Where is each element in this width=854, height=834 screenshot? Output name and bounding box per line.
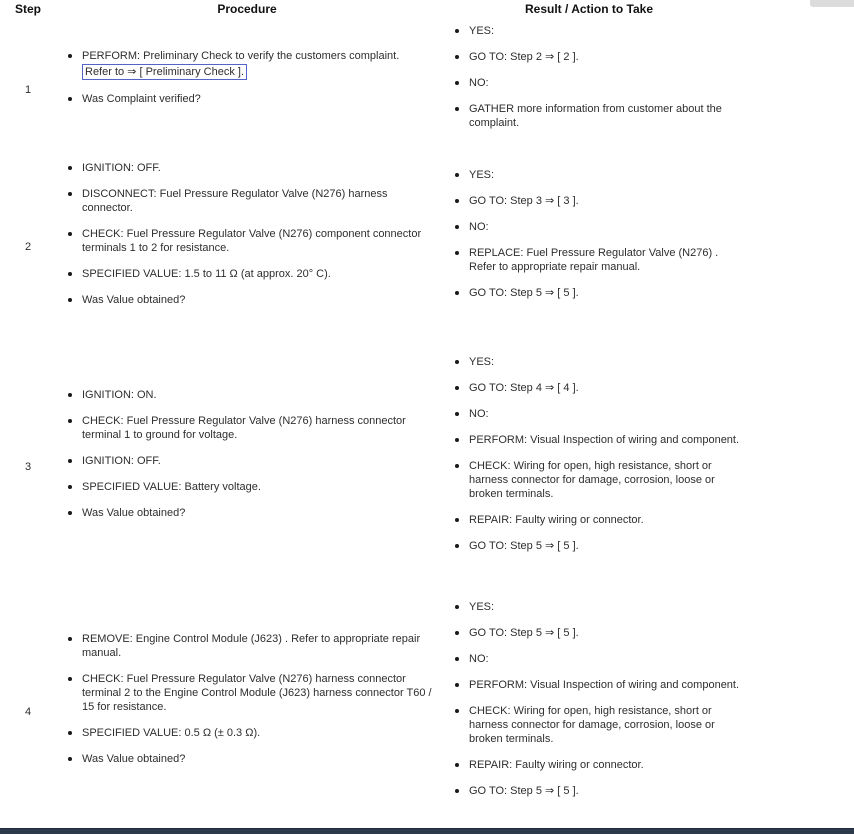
step-number: 2	[24, 241, 32, 253]
goto-step-link[interactable]: GO TO: Step 4 ⇒ [ 4 ].	[469, 381, 579, 394]
procedure-item	[68, 161, 438, 175]
result-item	[455, 220, 740, 234]
result-item	[455, 102, 740, 130]
bullet-icon	[68, 731, 72, 735]
column-header-step: Step	[14, 2, 41, 16]
result-text: CHECK: Wiring for open, high resistance, short or harness connector for damage, corrosion, loose or broken terminals.	[469, 704, 715, 745]
bullet-icon	[68, 192, 72, 196]
goto-step-link[interactable]: GO TO: Step 2 ⇒ [ 2 ].	[469, 51, 579, 63]
bullet-icon	[68, 637, 72, 641]
step-number: 3	[24, 460, 32, 473]
bullet-icon	[455, 412, 459, 416]
result-text: REPLACE: Fuel Pressure Regulator Valve (N276) . Refer to appropriate repair manual.	[469, 247, 719, 273]
result-item	[455, 784, 740, 798]
result-text: NO:	[469, 221, 489, 233]
bullet-icon	[455, 544, 459, 548]
bullet-icon	[455, 29, 459, 33]
result-text: REPAIR: Faulty wiring or connector.	[469, 513, 644, 526]
result-item	[455, 286, 740, 300]
result-text: YES:	[469, 355, 495, 368]
bullet-icon	[68, 419, 72, 423]
result-item	[455, 407, 740, 421]
result-cell	[438, 355, 740, 553]
column-header-procedure: Procedure	[217, 2, 277, 16]
bullet-icon	[455, 438, 459, 442]
procedure-cell	[56, 161, 438, 307]
procedure-item	[68, 632, 438, 660]
bullet-icon	[455, 464, 459, 468]
result-item	[455, 513, 740, 527]
procedure-text: CHECK: Fuel Pressure Regulator Valve (N276) harness connector terminal 2 to the Engine Control Module (J623) harness connector T60 / 15 for resistance.	[82, 672, 432, 713]
procedure-text: Was Value obtained?	[82, 506, 186, 519]
bullet-icon	[455, 107, 459, 111]
bullet-icon	[455, 291, 459, 295]
bullet-icon	[68, 677, 72, 681]
result-text: GATHER more information from customer about the complaint.	[469, 103, 722, 129]
result-item	[455, 626, 740, 640]
bullet-icon	[68, 485, 72, 489]
procedure-text: IGNITION: OFF.	[82, 162, 161, 174]
bullet-icon	[68, 232, 72, 236]
bullet-icon	[455, 518, 459, 522]
procedure-item	[68, 92, 438, 106]
table-row	[0, 138, 740, 330]
result-text: NO:	[469, 652, 489, 665]
procedure-text: CHECK: Fuel Pressure Regulator Valve (N276) component connector terminals 1 to 2 for resistance.	[82, 228, 422, 254]
table-row	[0, 330, 740, 577]
result-item	[455, 652, 740, 666]
bullet-icon	[68, 166, 72, 170]
procedure-cell	[56, 632, 438, 766]
result-item	[455, 459, 740, 501]
scrollbar-fragment[interactable]	[810, 0, 854, 7]
result-text: YES:	[469, 25, 495, 37]
procedure-cell	[56, 49, 438, 106]
procedure-item	[68, 293, 438, 307]
bullet-icon	[455, 763, 459, 767]
bullet-icon	[455, 81, 459, 85]
result-cell	[438, 168, 740, 300]
result-text: YES:	[469, 169, 495, 181]
bullet-icon	[455, 251, 459, 255]
bullet-icon	[455, 360, 459, 364]
procedure-text: Was Value obtained?	[82, 294, 186, 306]
result-item	[455, 600, 740, 614]
procedure-item	[68, 506, 438, 520]
goto-step-link[interactable]: GO TO: Step 3 ⇒ [ 3 ].	[469, 195, 579, 207]
goto-step-link[interactable]: GO TO: Step 5 ⇒ [ 5 ].	[469, 626, 579, 639]
result-item	[455, 704, 740, 746]
procedure-text: SPECIFIED VALUE: 1.5 to 11 Ω (at approx. 20° C).	[82, 268, 331, 280]
bullet-icon	[68, 298, 72, 302]
column-header-result: Result / Action to Take	[524, 2, 653, 16]
procedure-item	[68, 49, 438, 80]
bottom-bar[interactable]	[0, 828, 854, 834]
goto-step-link[interactable]: GO TO: Step 5 ⇒ [ 5 ].	[469, 539, 579, 552]
result-item	[455, 168, 740, 182]
result-text: REPAIR: Faulty wiring or connector.	[469, 758, 644, 771]
step-number: 1	[24, 84, 32, 96]
procedure-text: REMOVE: Engine Control Module (J623) . Refer to appropriate repair manual.	[82, 632, 421, 659]
result-item	[455, 758, 740, 772]
result-item	[455, 76, 740, 90]
procedure-item	[68, 414, 438, 442]
bullet-icon	[68, 54, 72, 58]
procedure-text: Was Value obtained?	[82, 752, 186, 765]
bullet-icon	[455, 605, 459, 609]
result-item	[455, 194, 740, 208]
result-item	[455, 433, 740, 447]
bullet-icon	[455, 789, 459, 793]
result-item	[455, 355, 740, 369]
bullet-icon	[455, 199, 459, 203]
result-text: NO:	[469, 77, 489, 89]
procedure-cell	[56, 388, 438, 520]
result-item	[455, 539, 740, 553]
bullet-icon	[68, 757, 72, 761]
procedure-text: SPECIFIED VALUE: Battery voltage.	[82, 480, 261, 493]
result-text: YES:	[469, 600, 495, 613]
bullet-icon	[68, 511, 72, 515]
bullet-icon	[68, 97, 72, 101]
result-item	[455, 50, 740, 64]
result-text: PERFORM: Visual Inspection of wiring and component.	[469, 678, 740, 691]
bullet-icon	[68, 459, 72, 463]
procedure-item	[68, 752, 438, 766]
bullet-icon	[455, 225, 459, 229]
procedure-item	[68, 267, 438, 281]
procedure-text: IGNITION: OFF.	[82, 454, 161, 467]
bullet-icon	[455, 709, 459, 713]
result-item	[455, 381, 740, 395]
procedure-item	[68, 726, 438, 740]
procedure-item	[68, 672, 438, 714]
step-number: 4	[24, 705, 32, 718]
procedure-text: SPECIFIED VALUE: 0.5 Ω (± 0.3 Ω).	[82, 726, 261, 739]
procedure-item	[68, 480, 438, 494]
bullet-icon	[455, 55, 459, 59]
bullet-icon	[455, 173, 459, 177]
table-row	[0, 16, 740, 138]
procedure-text: Was Complaint verified?	[82, 92, 201, 105]
bullet-icon	[455, 631, 459, 635]
procedure-item	[68, 187, 438, 215]
result-text: CHECK: Wiring for open, high resistance, short or harness connector for damage, corrosion, loose or broken terminals.	[469, 459, 715, 500]
result-text: PERFORM: Visual Inspection of wiring and component.	[469, 433, 740, 446]
result-cell	[438, 24, 740, 130]
preliminary-check-link[interactable]: Refer to ⇒ [ Preliminary Check ].	[82, 64, 247, 80]
bullet-icon	[455, 386, 459, 390]
result-item	[455, 246, 740, 274]
goto-step-link[interactable]: GO TO: Step 5 ⇒ [ 5 ].	[469, 784, 579, 797]
result-cell	[438, 600, 740, 798]
procedure-text: IGNITION: ON.	[82, 388, 157, 401]
bullet-icon	[455, 657, 459, 661]
procedure-text: PERFORM: Preliminary Check to verify the customers complaint.	[82, 49, 400, 62]
table-header	[0, 0, 740, 16]
procedure-item	[68, 454, 438, 468]
bullet-icon	[68, 393, 72, 397]
bullet-icon	[455, 683, 459, 687]
result-item	[455, 24, 740, 38]
procedure-item	[68, 227, 438, 255]
procedure-item	[68, 388, 438, 402]
procedure-text: CHECK: Fuel Pressure Regulator Valve (N276) harness connector terminal 1 to ground for voltage.	[82, 414, 406, 441]
procedure-text: DISCONNECT: Fuel Pressure Regulator Valve (N276) harness connector.	[82, 188, 388, 214]
bullet-icon	[68, 272, 72, 276]
table-row	[0, 577, 740, 820]
result-text: NO:	[469, 407, 489, 420]
goto-step-link[interactable]: GO TO: Step 5 ⇒ [ 5 ].	[469, 287, 579, 299]
result-item	[455, 678, 740, 692]
